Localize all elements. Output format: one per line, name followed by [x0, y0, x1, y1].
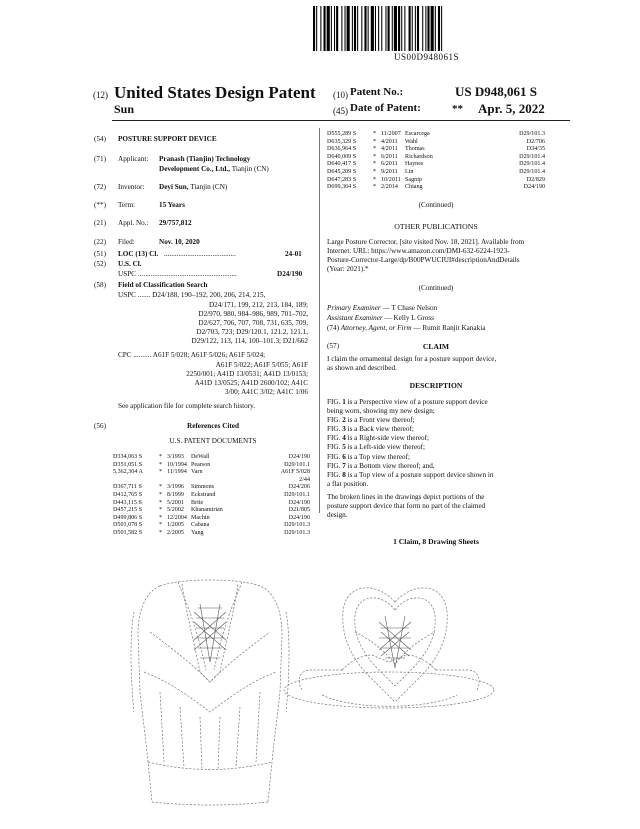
fig-number: 4	[342, 434, 346, 443]
citation-row	[113, 530, 310, 538]
fig-text-pre: FIG.	[327, 416, 343, 425]
figure-description-line	[327, 407, 545, 416]
code-74: (74)	[327, 324, 339, 332]
fig-text-pre: FIG.	[327, 470, 343, 479]
figure-description-line	[327, 471, 545, 480]
inventor-name: Deyi Sun,	[159, 183, 189, 191]
appl-no-label: Appl. No.:	[118, 219, 149, 227]
cpc-search-lead: CPC .......... A61F 5/028; A61F 5/026; A61F 5/024;	[118, 351, 266, 359]
fig-text-pre: a flat position.	[327, 479, 369, 488]
barcode-bar	[345, 6, 346, 51]
citation-class: D34/35	[526, 146, 545, 153]
barcode-bar	[425, 6, 426, 51]
citation-star: *	[159, 454, 163, 460]
barcode-bar	[334, 6, 335, 51]
citation-star: *	[159, 491, 163, 498]
citation-date: 8/1999	[167, 491, 184, 498]
citation-star: *	[159, 484, 163, 491]
primary-examiner-line	[327, 304, 437, 313]
broken-lines-line: posture support device that form no part of the claimed	[327, 502, 486, 511]
patent-no-label: Patent No.:	[350, 86, 404, 98]
citation-date: 3/1993	[167, 454, 184, 460]
assistant-examiner-name: — Kelly L Gross	[382, 314, 434, 322]
figure-description-list	[327, 398, 545, 489]
citation-star: *	[373, 153, 377, 160]
inventor-line	[159, 183, 227, 192]
barcode-bar	[361, 6, 362, 51]
other-publication-line: Internet. URL: https://www.amazon.com/DMI-632-6224-1923-	[327, 247, 510, 256]
citation-number: D555,289 S	[327, 131, 357, 137]
citation-row	[327, 169, 545, 177]
inventor-surname: Sun	[114, 102, 135, 116]
uspc-search-line: D2/627, 706, 707, 708, 731, 635, 709,	[198, 319, 308, 328]
front-view-drawing	[130, 572, 290, 807]
uspc-search-line: D2/703, 723; D29/120.1, 121.2, 121.1,	[196, 328, 308, 337]
date-stars: **	[452, 103, 463, 115]
citation-class-continuation: 2/44	[299, 476, 310, 483]
code-12: (12)	[93, 90, 108, 100]
barcode-bar	[352, 6, 353, 51]
cpc-search-line: 3/00; A41C 3/02; A41C 1/06	[224, 388, 308, 397]
term-value: 15 Years	[159, 201, 185, 209]
barcode-bar	[347, 6, 350, 51]
uspc-search-line: D2/970, 980, 984–986, 989, 701–702,	[198, 310, 308, 319]
citation-name: Brite	[191, 499, 204, 506]
citation-name: DeWall	[191, 454, 210, 460]
citation-class: D29/101.3	[519, 131, 545, 137]
claims-sheets-line: 1 Claim, 8 Drawing Sheets	[393, 537, 479, 546]
code-58: (58)	[94, 281, 106, 289]
citation-class: D29/101.4	[519, 161, 545, 168]
barcode-bar	[316, 6, 317, 51]
citation-star: *	[373, 131, 377, 137]
inventor-location: Tianjin (CN)	[190, 183, 228, 191]
citation-name: Wahl	[405, 138, 418, 145]
barcode-bar	[438, 6, 440, 51]
fig-number: 1	[342, 398, 346, 406]
citation-name: Yang	[191, 529, 204, 536]
citation-class: D24/190	[288, 499, 310, 506]
barcode-bar	[409, 6, 411, 51]
citation-star: *	[159, 469, 163, 476]
citation-star: *	[373, 168, 377, 175]
barcode-bar	[364, 6, 366, 51]
code-57: (57)	[327, 342, 339, 350]
uspc-label: USPC	[118, 270, 136, 278]
barcode-bar	[327, 6, 330, 51]
citation-name: Chiang	[405, 184, 423, 191]
see-application-note: See application file for complete search history.	[118, 402, 256, 410]
citation-name: Escarcega	[405, 131, 430, 137]
citation-date: 5/2002	[167, 507, 184, 514]
citation-class: D21/805	[288, 507, 310, 514]
barcode-bar	[431, 6, 434, 51]
citation-star: *	[373, 176, 377, 183]
appl-no-value: 29/757,812	[159, 219, 192, 227]
citation-row	[327, 177, 545, 185]
citation-number: D501,582 S	[113, 529, 143, 536]
code-56: (56)	[94, 422, 106, 430]
barcode-bar	[331, 6, 332, 51]
applicant-line2	[159, 165, 269, 174]
barcode-bar	[357, 6, 358, 51]
fig-text-pre: FIG.	[327, 398, 343, 406]
citation-number: D635,329 S	[327, 138, 357, 145]
barcode-bar	[427, 6, 429, 51]
barcode-bar	[435, 6, 436, 51]
fig-number: 5	[342, 443, 346, 452]
citation-name: Richardson	[405, 153, 433, 160]
citation-row	[113, 500, 310, 508]
us-patent-docs-heading: U.S. PATENT DOCUMENTS	[169, 437, 257, 445]
citation-number: D647,283 S	[327, 176, 357, 183]
continued-1: (Continued)	[418, 201, 454, 209]
citation-date: 6/2011	[381, 153, 398, 160]
citation-date: 9/2011	[381, 168, 398, 175]
citation-date: 5/2001	[167, 499, 184, 506]
broken-lines-note	[327, 493, 545, 520]
applicant-label: Applicant:	[118, 155, 149, 163]
citation-date: 10/1994	[167, 461, 187, 468]
description-heading: DESCRIPTION	[409, 381, 463, 390]
barcode-bar	[412, 6, 413, 51]
citation-date: 2/2014	[381, 184, 398, 191]
broken-lines-line: design.	[327, 511, 348, 520]
citation-class: D24/206	[288, 484, 310, 491]
code-52: (52)	[94, 260, 106, 268]
other-publications-text	[327, 238, 545, 274]
citation-row	[113, 515, 310, 523]
fig-number: 6	[342, 452, 346, 461]
code-71: (71)	[94, 155, 106, 163]
fig-number: 3	[342, 425, 346, 434]
code-22: (22)	[94, 238, 106, 246]
document-title: United States Design Patent	[114, 83, 316, 102]
citation-name: Machin	[191, 514, 210, 521]
citation-row	[113, 462, 310, 470]
citation-class: D29/101.4	[519, 168, 545, 175]
attorney-line	[327, 324, 485, 333]
citation-name: Pearson	[191, 461, 211, 468]
barcode-bar	[392, 6, 393, 51]
citation-name: Eckstrand	[191, 491, 216, 498]
citation-date: 12/2004	[167, 514, 187, 521]
citation-number: D412,765 S	[113, 491, 143, 498]
continued-2: (Continued)	[418, 284, 454, 292]
claim-text	[327, 355, 545, 373]
citation-class: D29/101.1	[284, 461, 310, 468]
loc-label: LOC (13) Cl.	[118, 250, 159, 258]
fig-text-post: is a Back view thereof;	[345, 425, 414, 434]
figure-description-line	[327, 416, 545, 425]
fig-text-pre: FIG.	[327, 452, 343, 461]
fig-text-post: is a Left-side view thereof;	[345, 443, 426, 452]
citation-date: 2/2005	[167, 529, 184, 536]
citation-star: *	[159, 514, 163, 521]
code-45: (45)	[333, 106, 348, 116]
barcode-bar	[324, 6, 326, 51]
other-publication-line: Large Posture Corrector, [site visited Nov. 18, 2021]. Available from	[327, 238, 525, 246]
citation-date: 3/1996	[167, 484, 184, 491]
citation-name: Sagnip	[405, 176, 422, 183]
broken-lines-line: The broken lines in the drawings depict portions of the	[327, 493, 485, 501]
header-rule	[112, 120, 570, 121]
filed-value: Nov. 10, 2020	[159, 238, 200, 246]
other-publication-line: Posture-Corrector-Large/dp/B00PWUCIUI#descriptionAndDetails	[327, 256, 520, 265]
citation-class: D2/706	[526, 138, 545, 145]
citation-number: D351,051 S	[113, 461, 143, 468]
citation-row	[113, 507, 310, 515]
barcode-bar	[398, 6, 400, 51]
code-72: (72)	[94, 183, 106, 191]
barcode-bar	[378, 6, 379, 51]
barcode-bar	[368, 6, 369, 51]
citation-star: *	[159, 507, 163, 514]
citation-number: D640,417 S	[327, 161, 357, 168]
barcode-bar	[388, 6, 390, 51]
citation-number: D367,711 S	[113, 484, 142, 491]
uspc-value: D24/190	[277, 270, 303, 278]
barcode-bar	[313, 6, 315, 51]
term-label: Term:	[118, 201, 136, 209]
uspc-search-lines	[138, 301, 308, 346]
citation-number: D636,964 S	[327, 146, 357, 153]
citation-date: 4/2011	[381, 146, 398, 153]
date-label: Date of Patent:	[350, 102, 421, 114]
uspc-search-line: D24/171, 199, 212, 213, 184, 189;	[208, 301, 308, 309]
fig-text-post: is a Right-side view thereof;	[345, 434, 430, 443]
citation-star: *	[159, 499, 163, 506]
inventor-label: Inventor:	[118, 183, 145, 191]
figure-description-line	[327, 480, 545, 489]
claim-heading: CLAIM	[422, 342, 450, 351]
patent-date: Apr. 5, 2022	[478, 101, 545, 116]
citation-class: D24/190	[288, 514, 310, 521]
primary-examiner-name: — T Chase Nelson	[380, 304, 438, 312]
citation-class: D29/101.3	[284, 529, 310, 536]
citation-star: *	[159, 522, 163, 529]
applicant-name-2: Development Co., Ltd.,	[159, 165, 231, 173]
citation-row	[113, 469, 310, 477]
citation-date: 1/2005	[167, 522, 184, 529]
back-view-drawing	[335, 572, 455, 707]
citation-class: D29/101.1	[284, 491, 310, 498]
cpc-search-lines	[138, 361, 308, 397]
citation-row	[327, 139, 545, 147]
cpc-search-line: 2250/001; A41D 13/0531; A41D 13/0153;	[186, 370, 308, 379]
citation-number: D699,364 S	[327, 184, 357, 191]
fig-text-pre: FIG.	[327, 443, 343, 452]
fig-number: 7	[342, 461, 346, 470]
barcode-bar	[422, 6, 423, 51]
fig-text-post: is a Top view thereof;	[345, 452, 411, 461]
citation-row	[327, 184, 545, 192]
citation-row	[113, 454, 310, 462]
citation-row	[327, 146, 545, 154]
citation-date: 6/2011	[381, 161, 398, 168]
barcode-bar	[375, 6, 376, 51]
barcode-bar	[381, 6, 382, 51]
citation-name: Cabana	[191, 522, 210, 529]
citation-row	[327, 154, 545, 162]
fig-text-pre: FIG.	[327, 425, 343, 434]
citation-name: Simmons	[191, 484, 215, 491]
citation-continuation	[113, 477, 310, 485]
citation-number: D499,806 S	[113, 514, 143, 521]
fig-text-post: is a Bottom view thereof; and,	[345, 461, 435, 470]
citation-name: Khanamirian	[191, 507, 223, 514]
design-title: POSTURE SUPPORT DEVICE	[118, 135, 217, 143]
other-publication-line: (Year: 2021).*	[327, 265, 369, 274]
code-51: (51)	[94, 250, 106, 258]
citation-name: Thomas	[405, 146, 425, 153]
fig-number: 8	[342, 470, 346, 479]
other-publications-heading: OTHER PUBLICATIONS	[394, 222, 478, 231]
citation-star: *	[159, 529, 163, 536]
citation-date: 10/2011	[381, 176, 401, 183]
uspc-search-lead: USPC ....... D24/188, 190–192, 200, 206, 214, 215,	[118, 291, 266, 299]
citation-star: *	[373, 184, 377, 191]
citation-class: D24/190	[288, 454, 310, 460]
citation-date: 11/1994	[167, 469, 187, 476]
references-heading: References Cited	[187, 422, 239, 430]
column-divider	[319, 128, 320, 513]
citation-row	[113, 492, 310, 500]
loc-value: 24-01	[285, 250, 302, 258]
fig-number: 2	[342, 416, 346, 425]
citation-class: D29/101.3	[284, 522, 310, 529]
citation-row	[327, 161, 545, 169]
figure-description-line	[327, 443, 545, 452]
code-54: (54)	[94, 135, 106, 143]
fig-text-pre: FIG.	[327, 434, 343, 443]
citation-number: D501,078 S	[113, 522, 143, 529]
barcode-bar	[394, 6, 397, 51]
citation-row	[113, 522, 310, 530]
citation-date: 11/2007	[381, 131, 401, 137]
assistant-examiner-label: Assistant Examiner	[327, 314, 383, 322]
attorney-label: Attorney, Agent, or Firm	[340, 324, 412, 332]
right-citations-list	[327, 131, 545, 192]
fig-text-pre: FIG.	[327, 461, 343, 470]
code-21: (21)	[94, 219, 106, 227]
barcode-bar	[371, 6, 374, 51]
citation-name: Varn	[191, 469, 203, 476]
citation-class: D24/190	[523, 184, 545, 191]
citation-number: D443,115 S	[113, 499, 142, 506]
field-search-label: Field of Classification Search	[118, 281, 208, 289]
left-citations-list	[113, 454, 310, 538]
claim-line: as shown and described.	[327, 364, 397, 373]
figure-description-line	[327, 425, 545, 434]
barcode-bar	[441, 6, 442, 51]
us-cl-label: U.S. Cl.	[118, 260, 142, 268]
uspc-search-line: D29/122, 113, 114, 100–101.3; D21/662	[191, 337, 308, 346]
cpc-search-line: A61F 5/022; A61F 5/055; A61F	[215, 361, 308, 369]
citation-date: 4/2011	[381, 138, 398, 145]
barcode-bar	[404, 6, 405, 51]
citation-number: D645,209 S	[327, 168, 357, 175]
fig-text-post: is a Perspective view of a posture support device	[345, 398, 488, 406]
citation-number: D457,215 S	[113, 507, 143, 514]
citation-row	[113, 484, 310, 492]
barcode-bar	[417, 6, 419, 51]
citation-class: D2/829	[526, 176, 545, 183]
citation-star: *	[373, 138, 377, 145]
code-term: (**)	[94, 201, 106, 209]
figure-description-line	[327, 462, 545, 471]
patent-number: US D948,061 S	[455, 84, 537, 99]
citation-number: D640,009 S	[327, 153, 357, 160]
fig-text-pre: being worn, showing my new design;	[327, 407, 435, 416]
figure-description-line	[327, 434, 545, 443]
citation-number: 5,362,304 A	[113, 469, 143, 476]
fig-text-post: is a Front view thereof;	[345, 416, 415, 425]
applicant-location: Tianjin (CN)	[231, 165, 269, 173]
citation-number: D334,063 S	[113, 454, 143, 460]
citation-star: *	[159, 461, 163, 468]
citation-star: *	[373, 146, 377, 153]
uspc-dots: .......................................................	[138, 270, 237, 278]
citation-name: Lin	[405, 168, 414, 175]
figure-description-line	[327, 453, 545, 462]
cpc-search-line: A41D 13/0525; A41D 2600/102; A41C	[194, 379, 308, 388]
barcode-number: US00D948061S	[393, 52, 459, 62]
primary-examiner-label: Primary Examiner	[327, 304, 381, 312]
figure-description-line	[327, 398, 545, 407]
citation-row	[327, 131, 545, 139]
fig-text-post: is a Top view of a posture support device shown in	[345, 470, 494, 479]
applicant-name: Pranash (Tianjin) Technology	[159, 155, 251, 163]
barcode-bar	[385, 6, 386, 51]
barcode-bar	[320, 6, 321, 51]
citation-star: *	[373, 161, 377, 168]
barcode-bar	[415, 6, 416, 51]
barcode-bar	[336, 6, 338, 51]
loc-dots: ........................................	[164, 250, 236, 258]
barcode-bar	[354, 6, 356, 51]
barcode-bar	[401, 6, 402, 51]
citation-name: Haynes	[405, 161, 424, 168]
citation-class: A61F 5/028	[280, 469, 310, 476]
code-10: (10)	[333, 90, 348, 100]
barcode-image	[313, 6, 540, 51]
assistant-examiner-line	[327, 314, 434, 323]
filed-label: Filed:	[118, 238, 135, 246]
citation-class: D29/101.4	[519, 153, 545, 160]
claim-line: I claim the ornamental design for a posture support device,	[327, 355, 497, 363]
barcode-bar	[341, 6, 342, 51]
attorney-name: — Rumit Ranjit Kanakia	[411, 324, 486, 332]
